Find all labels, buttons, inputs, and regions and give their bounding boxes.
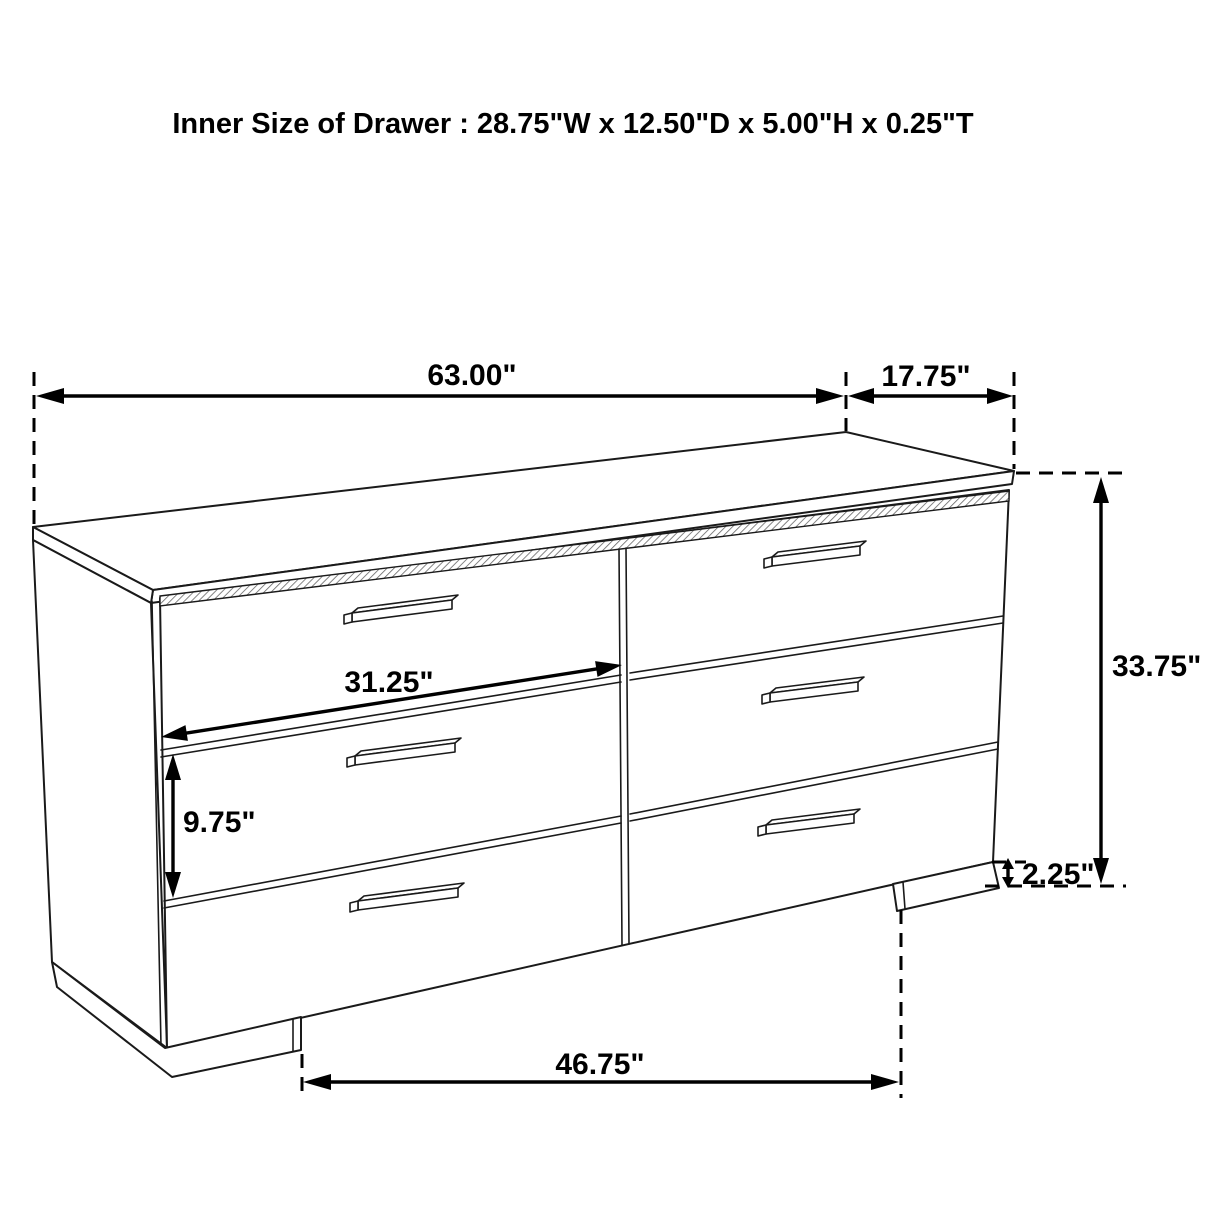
dim-overall-width-label: 63.00" [427, 359, 517, 392]
dim-depth-label: 17.75" [881, 360, 971, 393]
dim-foot-span-label: 46.75" [555, 1048, 645, 1081]
dim-drawer-width-label: 31.25" [344, 666, 434, 699]
dim-base-height-label: 2.25" [1022, 858, 1095, 891]
dresser-drawing [33, 432, 1014, 1077]
diagram-title: Inner Size of Drawer : 28.75"W x 12.50"D x 5.00"H x 0.25"T [172, 108, 974, 140]
dim-overall-height-label: 33.75" [1112, 650, 1202, 683]
dim-drawer-height-label: 9.75" [183, 806, 256, 839]
